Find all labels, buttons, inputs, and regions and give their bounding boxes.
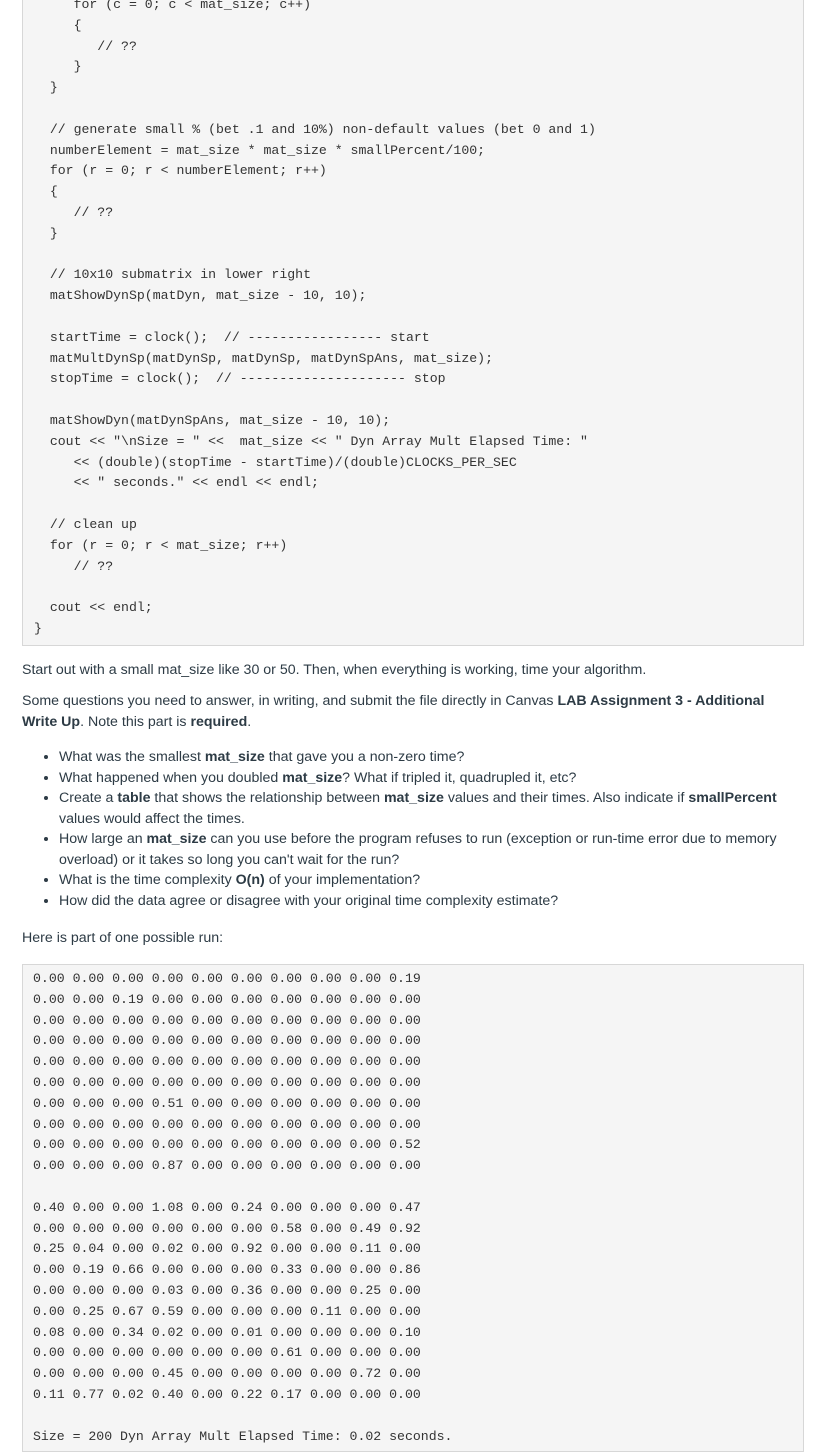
question-text: How large an: [59, 831, 147, 847]
question-keyword: mat_size: [204, 749, 265, 765]
question-keyword: mat_size: [383, 790, 444, 806]
question-item: [59, 870, 802, 891]
question-text: What happened when you doubled: [59, 769, 283, 786]
run-output-block: [22, 964, 804, 1452]
question-item: [59, 829, 802, 870]
assignment-name: LAB Assignment 3 - Additional Write Up: [22, 693, 765, 730]
questions-list: [22, 747, 802, 911]
question-text: How did the data agree or disagree with your original time complexity estimate?: [59, 892, 559, 909]
questions-lead-text: Some questions you need to answer, in writing, and submit the file directly in Canvas: [22, 693, 558, 709]
questions-paragraph: [22, 691, 802, 732]
question-text: that shows the relationship between: [150, 790, 384, 806]
question-keyword: smallPercent: [688, 790, 777, 806]
question-text: values would affect the times.: [59, 810, 245, 827]
question-keyword: table: [117, 790, 151, 806]
note-period: .: [247, 713, 252, 730]
start-paragraph: [22, 660, 802, 681]
question-text: What was the smallest: [59, 749, 205, 765]
run-intro-paragraph: [22, 928, 802, 949]
question-item: [59, 788, 802, 829]
question-item: [59, 891, 802, 912]
note-lead-text: . Note this part is: [80, 713, 191, 730]
question-text: Create a: [59, 790, 118, 806]
question-item: [59, 768, 802, 789]
question-keyword: mat_size: [282, 769, 343, 786]
code-listing-block: [22, 0, 804, 646]
question-item: [59, 747, 802, 768]
question-text: ? What if tripled it, quadrupled it, etc?: [342, 769, 577, 786]
question-text: of your implementation?: [264, 872, 421, 888]
run-intro-text: Here is part of one possible run:: [22, 930, 224, 946]
question-keyword: mat_size: [146, 831, 207, 847]
question-text: can you use before the program refuses to run (exception or run-time error due to memory overload) or it takes so long you can't wait for the run?: [59, 831, 777, 868]
question-text: values and their times. Also indicate if: [443, 790, 689, 806]
required-word: required: [190, 713, 248, 730]
code-listing-text: for (c = 0; c < mat_size; c++) { // ?? } } // generate small % (bet .1 and 10%) non-default values (bet 0 and 1) numberElement = mat_size * mat_size * smallPercent/100; for (r = 0; r < numberElement; r++) { // ?? } // 10x10 submatrix in lower right matShowDynSp(matDyn, mat_size - 10, 10); startTime = clock(); // ----------------- start matMultDynSp(matDynSp, matDynSp, matDynSpAns, mat_size); stopTime = clock(); // --------------------- stop matShowDyn(matDynSpAns, mat_size - 10, 10); cout << "\nSize = " << mat_size << " Dyn Array Mult Elapsed Time: " << (double)(stopTime - startTime)/(double)CLOCKS_PER_SEC << " seconds." << endl << endl; // clean up for (r = 0; r < mat_size; r++) // ?? cout << endl; }: [34, 0, 596, 636]
question-keyword: O(n): [235, 872, 265, 888]
question-text: that gave you a non-zero time?: [264, 749, 465, 765]
run-output-text: 0.00 0.00 0.00 0.00 0.00 0.00 0.00 0.00 0.00 0.19 0.00 0.00 0.19 0.00 0.00 0.00 0.00 0.00 0.00 0.00 0.00 0.00 0.00 0.00 0.00 0.00 0.00 0.00 0.00 0.00 0.00 0.00 0.00 0.00 0.00 0.00 0.00 0.00 0.00 0.00 0.00 0.00 0.00 0.00 0.00 0.00 0.00 0.00 0.00 0.00 0.00 0.00 0.00 0.00 0.00 0.00 0.00 0.00 0.00 0.00 0.00 0.00 0.00 0.51 0.00 0.00 0.00 0.00 0.00 0.00 0.00 0.00 0.00 0.00 0.00 0.00 0.00 0.00 0.00 0.00 0.00 0.00 0.00 0.00 0.00 0.00 0.00 0.00 0.00 0.52 0.00 0.00 0.00 0.87 0.00 0.00 0.00 0.00 0.00 0.00 0.40 0.00 0.00 1.08 0.00 0.24 0.00 0.00 0.00 0.47 0.00 0.00 0.00 0.00 0.00 0.00 0.58 0.00 0.49 0.92 0.25 0.04 0.00 0.02 0.00 0.92 0.00 0.00 0.11 0.00 0.00 0.19 0.66 0.00 0.00 0.00 0.33 0.00 0.00 0.86 0.00 0.00 0.00 0.03 0.00 0.36 0.00 0.00 0.25 0.00 0.00 0.25 0.67 0.59 0.00 0.00 0.00 0.11 0.00 0.00 0.08 0.00 0.34 0.02 0.00 0.01 0.00 0.00 0.00 0.10 0.00 0.00 0.00 0.00 0.00 0.00 0.61 0.00 0.00 0.00 0.00 0.00 0.00 0.45 0.00 0.00 0.00 0.00 0.72 0.00 0.11 0.77 0.02 0.40 0.00 0.22 0.17 0.00 0.00 0.00 Size = 200 Dyn Array Mult Elapsed Time: 0.02 seconds.: [33, 971, 453, 1444]
start-text: Start out with a small mat_size like 30 or 50. Then, when everything is working, time your algorithm.: [22, 662, 647, 678]
question-text: What is the time complexity: [59, 872, 236, 888]
